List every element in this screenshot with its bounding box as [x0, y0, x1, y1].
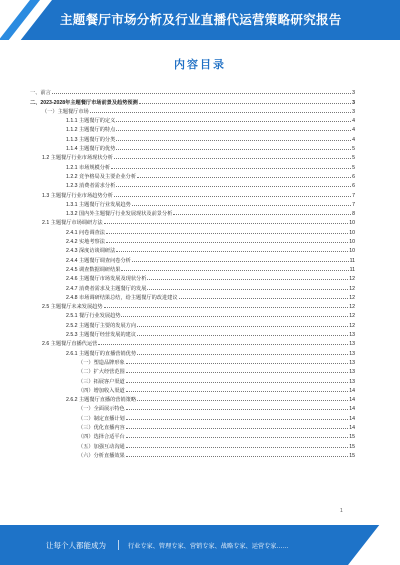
- toc-dot-leader: [132, 205, 351, 206]
- toc-dot-leader: [139, 103, 351, 104]
- toc-entry[interactable]: [30, 124, 355, 133]
- toc-entry-label: （四）增加收入渠道: [78, 387, 125, 394]
- toc-entry-label: 1.1.2 主题餐厅的特点: [66, 127, 116, 134]
- toc-entry-label: （三）优化直播内容: [78, 424, 125, 431]
- toc-entry-page: 14: [349, 387, 355, 394]
- toc-entry[interactable]: [30, 133, 355, 142]
- toc-entry[interactable]: [30, 171, 355, 180]
- toc-dot-leader: [116, 130, 351, 131]
- toc-entry-label: 2.4.2 实地考察法: [66, 239, 105, 246]
- toc-entry[interactable]: [30, 143, 355, 152]
- toc-entry-label: 1.2.1 市场规模分析: [66, 164, 111, 171]
- toc-dot-leader: [126, 382, 349, 383]
- toc-entry-label: （三）拓展客户渠道: [78, 378, 125, 385]
- toc-entry[interactable]: [30, 152, 355, 161]
- toc-entry-page: 10: [349, 229, 355, 236]
- page-footer: [0, 525, 400, 565]
- toc-entry-page: 7: [352, 201, 355, 208]
- toc-entry-page: 14: [349, 406, 355, 413]
- toc-entry[interactable]: [30, 319, 355, 328]
- toc-entry-page: 15: [349, 434, 355, 441]
- toc-entry-label: （四）选择合适平台: [78, 434, 125, 441]
- toc-entry-label: 1.2.2 竞争格局及主要企业分析: [66, 173, 137, 180]
- toc-dot-leader: [104, 223, 349, 224]
- toc-entry[interactable]: [30, 450, 355, 459]
- toc-entry-page: 4: [352, 127, 355, 134]
- toc-entry-page: 14: [349, 415, 355, 422]
- toc-entry[interactable]: [30, 357, 355, 366]
- toc-dot-leader: [104, 307, 349, 308]
- toc-entry[interactable]: [30, 199, 355, 208]
- toc-entry-label: 2.5.3 主题餐厅经营发展的建议: [66, 332, 137, 339]
- toc-entry-page: 3: [352, 108, 355, 115]
- toc-dot-leader: [52, 93, 351, 94]
- toc-entry-page: 6: [352, 173, 355, 180]
- toc-dot-leader: [137, 400, 348, 401]
- toc-entry-page: 14: [349, 397, 355, 404]
- toc-entry-page: 12: [349, 294, 355, 301]
- toc-entry[interactable]: [30, 310, 355, 319]
- toc-entry-label: 1.1.4 主题餐厅的优势: [66, 146, 116, 153]
- toc-entry-page: 11: [349, 257, 355, 264]
- toc-entry-label: 1.3.2 国内外主题餐厅行业发展现状及前景分析: [66, 211, 173, 218]
- toc-entry[interactable]: [30, 394, 355, 403]
- toc-entry[interactable]: [30, 301, 355, 310]
- toc-dot-leader: [137, 354, 348, 355]
- toc-entry[interactable]: [30, 106, 355, 115]
- toc-dot-leader: [126, 409, 349, 410]
- toc-dot-leader: [116, 121, 351, 122]
- toc-dot-leader: [147, 279, 348, 280]
- toc-dot-leader: [98, 344, 348, 345]
- toc-entry-page: 12: [349, 285, 355, 292]
- toc-entry-page: 3: [352, 90, 355, 97]
- toc-entry-label: （二）扩大经营范围: [78, 369, 125, 376]
- toc-entry[interactable]: [30, 440, 355, 449]
- toc-dot-leader: [114, 196, 351, 197]
- toc-entry-label: 1.3 主题餐厅行业市场趋势分析: [42, 192, 113, 199]
- toc-entry[interactable]: [30, 208, 355, 217]
- toc-dot-leader: [179, 298, 349, 299]
- toc-dot-leader: [114, 158, 351, 159]
- toc-entry-label: 2.4.3 深度访谈调研法: [66, 248, 116, 255]
- table-of-contents: [30, 87, 355, 459]
- toc-dot-leader: [126, 428, 349, 429]
- toc-dot-leader: [126, 419, 349, 420]
- toc-entry-page: 4: [352, 136, 355, 143]
- footer-divider: [118, 540, 119, 550]
- toc-dot-leader: [111, 168, 351, 169]
- toc-entry-label: 2.6.1 主题餐厅的直播营销优势: [66, 350, 137, 357]
- toc-entry-page: 10: [349, 248, 355, 255]
- toc-entry-label: 2.4.8 市场调研结果总结，给主题餐厅的改进建议: [66, 294, 178, 301]
- toc-entry-page: 11: [349, 266, 355, 273]
- toc-entry-label: 1.3.1 主题餐厅行业发展趋势: [66, 201, 131, 208]
- toc-dot-leader: [126, 363, 349, 364]
- toc-entry-label: （五）加强互动沟通: [78, 443, 125, 450]
- toc-entry-label: 2.4.1 问卷调查法: [66, 229, 105, 236]
- page-number: 1: [340, 508, 343, 514]
- toc-entry-label: 1.2 主题餐厅行业市场现状分析: [42, 155, 113, 162]
- toc-dot-leader: [126, 372, 349, 373]
- toc-entry-label: 2.4.5 调查数据调研结果: [66, 266, 121, 273]
- toc-entry-page: 7: [352, 192, 355, 199]
- toc-entry[interactable]: [30, 329, 355, 338]
- toc-dot-leader: [121, 270, 348, 271]
- toc-entry-label: 2.4.6 主题餐厅市场发展及现状分析: [66, 276, 147, 283]
- toc-entry-page: 5: [352, 164, 355, 171]
- toc-entry[interactable]: [30, 366, 355, 375]
- toc-entry-page: 13: [349, 332, 355, 339]
- toc-entry-label: 二、2023-2028年主题餐厅市场前景及趋势预测: [30, 99, 138, 106]
- toc-entry[interactable]: [30, 403, 355, 412]
- toc-entry[interactable]: [30, 236, 355, 245]
- toc-entry-page: 12: [349, 304, 355, 311]
- toc-entry-page: 8: [352, 211, 355, 218]
- toc-entry[interactable]: [30, 282, 355, 291]
- toc-entry[interactable]: [30, 189, 355, 198]
- toc-entry[interactable]: [30, 338, 355, 347]
- toc-entry-page: 14: [349, 424, 355, 431]
- toc-entry-label: 2.5 主题餐厅未来发展趋势: [42, 304, 103, 311]
- toc-entry[interactable]: [30, 96, 355, 105]
- toc-dot-leader: [132, 261, 349, 262]
- toc-entry-page: 12: [349, 276, 355, 283]
- toc-entry-page: 15: [349, 452, 355, 459]
- toc-entry-label: 2.6.2 主题餐厅直播的营销策略: [66, 397, 137, 404]
- page-header: [0, 0, 400, 40]
- toc-dot-leader: [173, 214, 351, 215]
- toc-heading: 内容目录: [174, 59, 226, 71]
- toc-entry-page: 13: [349, 341, 355, 348]
- toc-entry[interactable]: [30, 375, 355, 384]
- footer-decoration: [348, 525, 400, 565]
- toc-dot-leader: [137, 177, 351, 178]
- toc-entry-page: 12: [349, 322, 355, 329]
- toc-entry-page: 10: [349, 220, 355, 227]
- report-title: 主题餐厅市场分析及行业直播代运营策略研究报告: [60, 13, 342, 27]
- toc-entry-page: 13: [349, 350, 355, 357]
- toc-entry-label: 2.4.4 主题餐厅调查问卷分析: [66, 257, 131, 264]
- toc-dot-leader: [126, 447, 349, 448]
- toc-entry-label: 1.1.3 主题餐厅的分类: [66, 136, 116, 143]
- toc-entry-label: 2.5.2 主题餐厅主要的发展方向: [66, 322, 137, 329]
- toc-entry-label: （六）分析直播效果: [78, 452, 125, 459]
- toc-entry[interactable]: [30, 422, 355, 431]
- toc-entry-label: （一）主题餐厅市场: [42, 108, 89, 115]
- toc-dot-leader: [106, 233, 348, 234]
- toc-entry[interactable]: [30, 264, 355, 273]
- toc-entry-page: 12: [349, 313, 355, 320]
- toc-entry-label: 2.5.1 餐厅行业发展趋势: [66, 313, 121, 320]
- toc-entry[interactable]: [30, 245, 355, 254]
- toc-entry-page: 5: [352, 155, 355, 162]
- toc-dot-leader: [126, 391, 349, 392]
- toc-entry-label: 一、前言: [30, 90, 51, 97]
- toc-dot-leader: [147, 289, 348, 290]
- toc-dot-leader: [116, 140, 351, 141]
- toc-entry-label: 2.4.7 消费者需求及主题餐厅的发展: [66, 285, 147, 292]
- toc-entry[interactable]: [30, 254, 355, 263]
- toc-dot-leader: [126, 456, 349, 457]
- toc-entry[interactable]: [30, 273, 355, 282]
- toc-entry-page: 3: [352, 99, 355, 106]
- toc-entry-page: 10: [349, 239, 355, 246]
- toc-entry-label: 2.6 主题餐厅直播代运营: [42, 341, 98, 348]
- toc-dot-leader: [106, 242, 348, 243]
- toc-dot-leader: [137, 335, 348, 336]
- toc-entry-label: （二）制定直播计划: [78, 415, 125, 422]
- toc-entry-label: （一）塑造品牌形象: [78, 359, 125, 366]
- toc-entry-page: 13: [349, 369, 355, 376]
- toc-entry[interactable]: [30, 412, 355, 421]
- toc-entry[interactable]: [30, 217, 355, 226]
- toc-entry[interactable]: [30, 161, 355, 170]
- footer-slogan: 让每个人都能成为: [46, 541, 106, 550]
- toc-entry[interactable]: [30, 347, 355, 356]
- toc-entry-label: （一）全面展示特色: [78, 406, 125, 413]
- toc-dot-leader: [126, 437, 349, 438]
- toc-entry-page: 4: [352, 118, 355, 125]
- toc-entry-page: 13: [349, 378, 355, 385]
- toc-entry[interactable]: [30, 292, 355, 301]
- toc-dot-leader: [137, 326, 348, 327]
- toc-entry-page: 5: [352, 146, 355, 153]
- toc-dot-leader: [90, 112, 351, 113]
- footer-tagline: 行业专家、管理专家、营销专家、战略专家、运营专家……: [128, 543, 289, 550]
- toc-entry[interactable]: [30, 180, 355, 189]
- toc-entry-label: 1.2.3 消费者需求分析: [66, 183, 116, 190]
- toc-entry-label: 2.1 主题餐厅市场调研方法: [42, 220, 103, 227]
- toc-entry[interactable]: [30, 431, 355, 440]
- toc-entry[interactable]: [30, 87, 355, 96]
- toc-entry-page: 15: [349, 443, 355, 450]
- toc-dot-leader: [116, 186, 351, 187]
- toc-entry[interactable]: [30, 385, 355, 394]
- toc-entry-label: 1.1.1 主题餐厅的定义: [66, 118, 116, 125]
- toc-entry-page: 6: [352, 183, 355, 190]
- toc-dot-leader: [116, 149, 351, 150]
- toc-dot-leader: [121, 316, 348, 317]
- toc-entry-page: 13: [349, 359, 355, 366]
- toc-dot-leader: [116, 251, 348, 252]
- toc-entry[interactable]: [30, 226, 355, 235]
- toc-entry[interactable]: [30, 115, 355, 124]
